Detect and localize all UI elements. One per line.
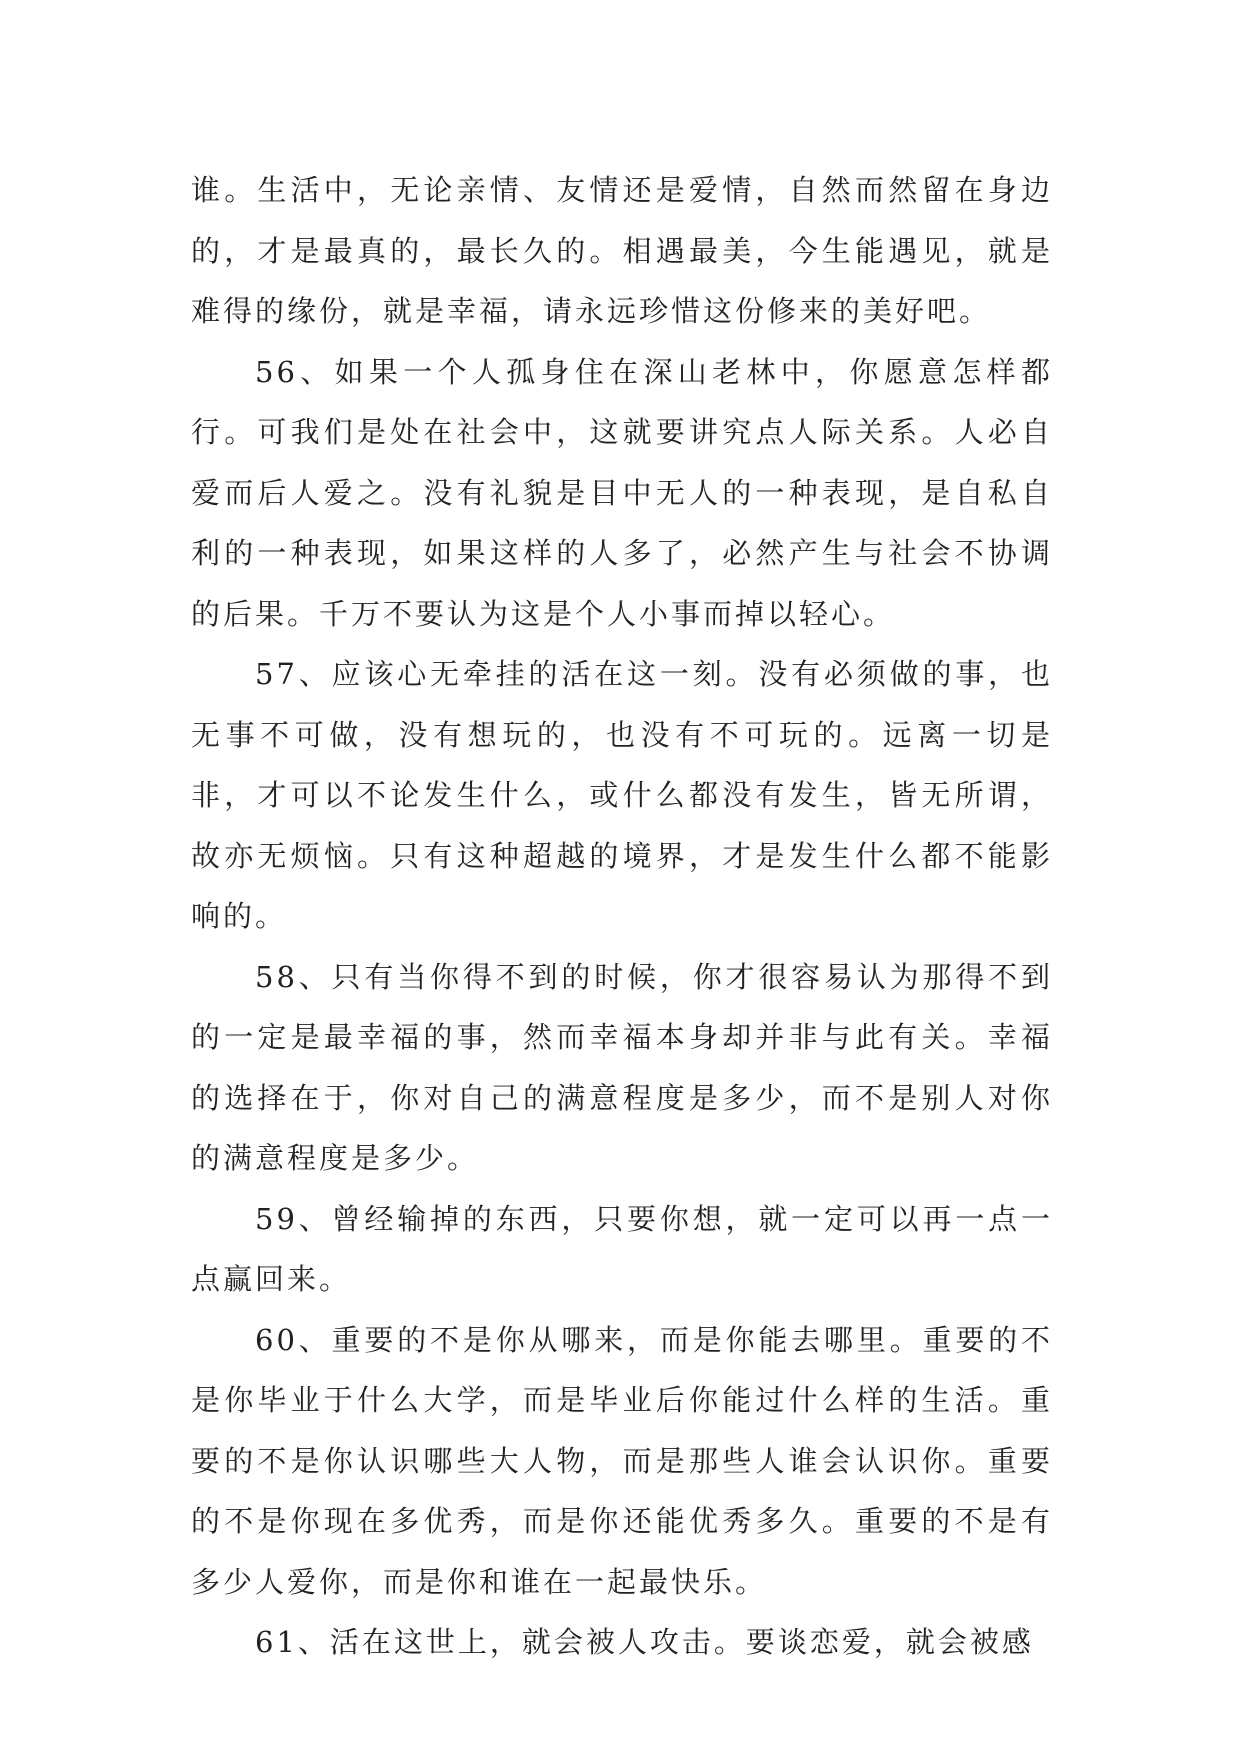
paragraph-56: 56、如果一个人孤身住在深山老林中，你愿意怎样都行。可我们是处在社会中，这就要讲究点人际关系。人必自爱而后人爱之。没有礼貌是目中无人的一种表现，是自私自利的一种表现，如果这样的人多了，必然产生与社会不协调的后果。千万不要认为这是个人小事而掉以轻心。 — [191, 354, 1053, 631]
paragraph-61: 61、活在这世上，就会被人攻击。要谈恋爱，就会被感 — [255, 1625, 1034, 1659]
paragraph-58: 58、只有当你得不到的时候，你才很容易认为那得不到的一定是最幸福的事，然而幸福本身却并非与此有关。幸福的选择在于，你对自己的满意程度是多少，而不是别人对你的满意程度是多少。 — [191, 959, 1053, 1175]
paragraph-60: 60、重要的不是你从哪来，而是你能去哪里。重要的不是你毕业于什么大学，而是毕业后你能过什么样的生活。重要的不是你认识哪些大人物，而是那些人谁会认识你。重要的不是你现在多优秀，而是你还能优秀多久。重要的不是有多少人爱你，而是你和谁在一起最快乐。 — [191, 1322, 1053, 1599]
paragraph-59: 59、曾经输掉的东西，只要你想，就一定可以再一点一点赢回来。 — [191, 1201, 1053, 1296]
document-body — [191, 160, 1053, 1673]
paragraph-continuation: 谁。生活中，无论亲情、友情还是爱情，自然而然留在身边的，才是最真的，最长久的。相遇最美，今生能遇见，就是难得的缘份，就是幸福，请永远珍惜这份修来的美好吧。 — [191, 173, 1053, 328]
paragraph-57: 57、应该心无牵挂的活在这一刻。没有必须做的事，也无事不可做，没有想玩的，也没有不可玩的。远离一切是非，才可以不论发生什么，或什么都没有发生，皆无所谓，故亦无烦恼。只有这种超越的境界，才是发生什么都不能影响的。 — [191, 657, 1053, 933]
